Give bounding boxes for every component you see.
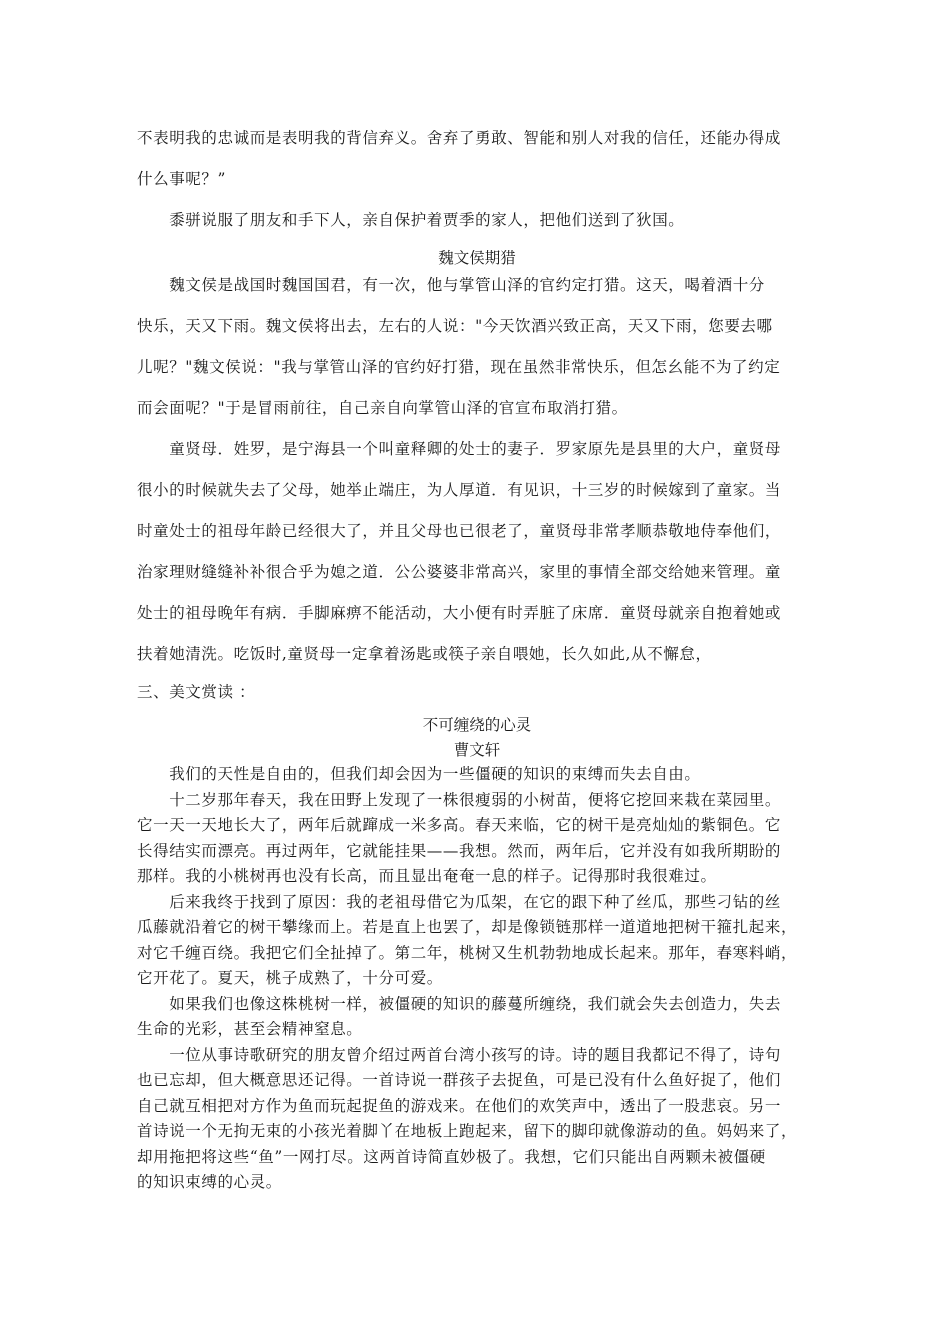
- text-line: 生命的光彩，甚至会精神窒息。: [137, 1020, 363, 1038]
- article-author: 曹文轩: [453, 741, 501, 759]
- text-line: 童贤母．姓罗，是宁海县一个叫童释卿的处士的妻子．罗家原先是县里的大户，童贤母: [137, 440, 782, 458]
- story-jiaji-ending: [137, 118, 817, 241]
- text-line: 儿呢？"魏文侯说："我与掌管山泽的官约好打猎，现在虽然非常快乐，但怎幺能不为了约定: [137, 358, 781, 376]
- text-line: 如果我们也像这株桃树一样，被僵硬的知识的藤蔓所缠绕，我们就会失去创造力，失去: [137, 994, 782, 1013]
- text-line: 扶着她清洗。吃饭时,童贤母一定拿着汤匙或筷子亲自喂她，长久如此,从不懈怠，: [137, 645, 712, 663]
- text-line: 十二岁那年春天，我在田野上发现了一株很瘦弱的小树苗，便将它挖回来栽在菜园里。: [137, 790, 782, 809]
- text-line: 快乐，天又下雨。魏文侯将出去，左右的人说："今天饮酒兴致正高，天又下雨，您要去哪: [137, 317, 773, 335]
- text-line: 它一天一天地长大了，两年后就蹿成一米多高。春天来临，它的树干是亮灿灿的紫铜色。它: [137, 816, 782, 834]
- article-body: [137, 762, 817, 1196]
- section-heading-3: 三、美文赏读 ：: [137, 683, 256, 701]
- text-line: 时童处士的祖母年龄已经很大了，并且父母也已很老了，童贤母非常孝顺恭敬地侍奉他们，: [137, 522, 782, 540]
- text-line: 魏文侯是战国时魏国国君，有一次，他与掌管山泽的官约定打猎。这天，喝着酒十分: [137, 276, 765, 294]
- text-line: 它开花了。夏天，桃子成熟了，十分可爱。: [137, 969, 443, 987]
- text-line: 那样。我的小桃树再也没有长高，而且显出奄奄一息的样子。记得那时我很难过。: [137, 867, 717, 885]
- text-line: 很小的时候就失去了父母，她举止端庄，为人厚道．有见识，十三岁的时候嫁到了童家。当: [137, 481, 782, 499]
- text-line: 首诗说一个无拘无束的小孩光着脚丫在地板上跑起来，留下的脚印就像游动的鱼。妈妈来了，: [137, 1122, 798, 1140]
- text-line: 处士的祖母晚年有病．手脚麻痹不能活动，大小便有时弄脏了床席．童贤母就亲自抱着她或: [137, 604, 782, 622]
- text-line: 对它千缠百绕。我把它们全扯掉了。第二年，桃树又生机勃勃地成长起来。那年，春寒料峭，: [137, 943, 798, 962]
- text-line: 的知识束缚的心灵。: [137, 1173, 282, 1191]
- text-line: 瓜藤就沿着它的树干攀缘而上。若是直上也罢了，却是像锁链那样一道道地把树干箍扎起来，: [137, 918, 798, 936]
- text-line: 而会面呢？"于是冒雨前往，自己亲自向掌管山泽的官宣布取消打猎。: [137, 399, 628, 417]
- text-line: 黍骈说服了朋友和手下人，亲自保护着贾季的家人，把他们送到了狄国。: [137, 211, 685, 229]
- text-line: 自己就互相把对方作为鱼而玩起捉鱼的游戏来。在他们的欢笑声中，透出了一股悲哀。另一: [137, 1096, 782, 1115]
- text-line: 后来我终于找到了原因：我的老祖母借它为瓜架，在它的跟下种了丝瓜，那些刁钻的丝: [137, 892, 782, 911]
- text-line: 长得结实而漂亮。再过两年，它就能挂果——我想。然而，两年后，它并没有如我所期盼的: [137, 841, 782, 860]
- text-line: 一位从事诗歌研究的朋友曾介绍过两首台湾小孩写的诗。诗的题目我都记不得了，诗句: [137, 1045, 782, 1064]
- text-line: 我们的天性是自由的，但我们却会因为一些僵硬的知识的束缚而失去自由。: [137, 765, 701, 783]
- text-line: 治家理财缝缝补补很合乎为媳之道．公公婆婆非常高兴，家里的事情全部交给她来管理。童: [137, 563, 782, 581]
- text-line: 不表明我的忠诚而是表明我的背信弃义。舍弃了勇敢、智能和别人对我的信任，还能办得成: [137, 129, 782, 147]
- text-line: 什么事呢？”: [137, 170, 227, 188]
- section-title-weiwenhou: 魏文侯期猎: [438, 249, 516, 267]
- text-line: 却用拖把将这些“鱼”一网打尽。这两首诗简直妙极了。我想，它们只能出自两颗未被僵硬: [137, 1147, 766, 1166]
- article-title: 不可缠绕的心灵: [422, 716, 532, 734]
- story-weiwenhou-and-tongxianmu: [137, 265, 817, 675]
- text-line: 也已忘却，但大概意思还记得。一首诗说一群孩子去捉鱼，可是已没有什么鱼好捉了，他们: [137, 1071, 782, 1089]
